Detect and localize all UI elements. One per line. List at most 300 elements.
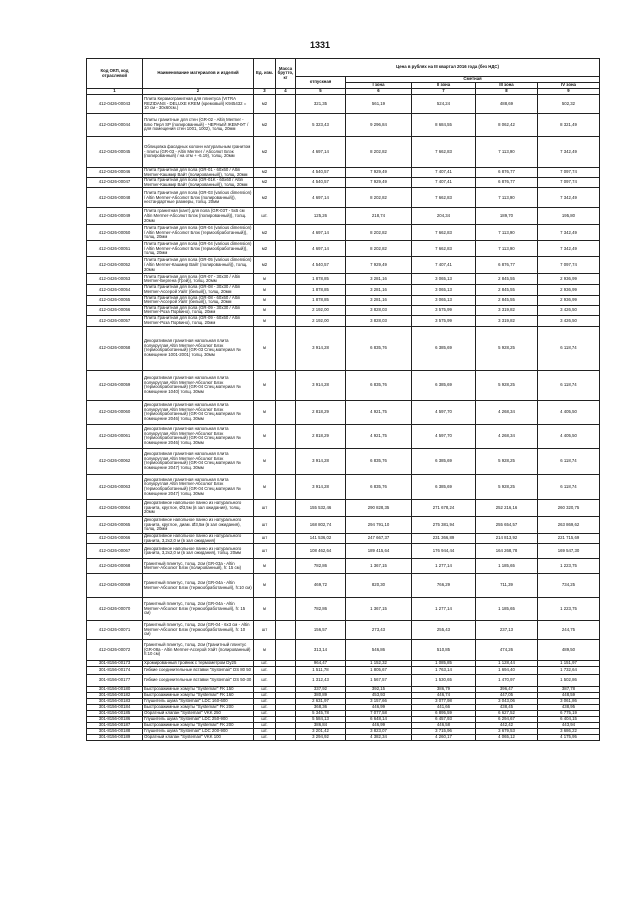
cell-c8: 6 627,52 <box>476 711 538 717</box>
cell-c6: 1 567,57 <box>346 675 412 687</box>
cell-c9: 7 097,74 <box>538 257 600 274</box>
cell-c5: 1 878,85 <box>296 274 346 285</box>
cell-unit: шт. <box>254 705 276 711</box>
cell-c8: 214 813,92 <box>476 533 538 543</box>
cell-unit: м2 <box>254 114 276 137</box>
table-row <box>87 499 600 516</box>
cell-unit: шт. <box>254 667 276 675</box>
cell-c8: 711,39 <box>476 574 538 598</box>
cell-c6: 6 835,76 <box>346 370 412 400</box>
cell-c7: 3 065,13 <box>412 274 476 285</box>
cell-c7: 3 065,13 <box>412 285 476 295</box>
cell-unit: м <box>254 400 276 424</box>
cell-c8: 7 113,90 <box>476 137 538 168</box>
col-num: 4 <box>276 89 296 95</box>
cell-c9: 7 342,49 <box>538 225 600 241</box>
cell-name: Хромированный тройник с термометром Dy25 <box>143 661 254 667</box>
cell-c8: 4 065,12 <box>476 735 538 741</box>
cell-c6: 3 828,03 <box>346 315 412 326</box>
cell-code: 412-0426-00053 <box>87 274 143 285</box>
cell-c8: 5 928,25 <box>476 448 538 474</box>
cell-name: Гранитный плинтус, толщ. 2см (GR-04a - Altin Mermer-Абсолют Блэк (термообработанный), h:10 см) <box>143 574 254 598</box>
cell-c7: 4 597,70 <box>412 424 476 448</box>
cell-c6: 3 281,16 <box>346 295 412 305</box>
cell-c8: 5 928,25 <box>476 326 538 370</box>
cell-unit: шт. <box>254 699 276 705</box>
table-row <box>87 137 600 168</box>
cell-c8: 5 928,25 <box>476 370 538 400</box>
table-body <box>87 95 600 741</box>
cell-c8: 1 185,65 <box>476 598 538 621</box>
col-num: 2 <box>143 89 254 95</box>
cell-unit: м2 <box>254 95 276 114</box>
cell-c6: 3 828,03 <box>346 305 412 315</box>
cell-c5: 2 818,29 <box>296 400 346 424</box>
cell-c5: 1 878,85 <box>296 295 346 305</box>
cell-c7: 386,79 <box>412 687 476 693</box>
cell-unit: м <box>254 370 276 400</box>
cell-c9: 7 097,74 <box>538 168 600 178</box>
table-row <box>87 285 600 295</box>
cell-c7: 7 662,83 <box>412 188 476 208</box>
header-zone-1: I зона <box>346 83 412 89</box>
cell-c6: 3 157,66 <box>346 699 412 705</box>
col-num: 9 <box>538 89 600 95</box>
cell-c8: 237,13 <box>476 621 538 640</box>
cell-name: Гранитный плинтус, толщ. 2см (GR-04 - 6х3 см - Altin Mermer-Абсолют Блэк (термообработанный), h: 10 см) <box>143 621 254 640</box>
cell-c9: 6 118,74 <box>538 370 600 400</box>
cell-c7: 1 085,85 <box>412 661 476 667</box>
cell-mass <box>276 326 296 370</box>
table-row <box>87 241 600 257</box>
cell-name: Декоративное напольное панно из натурального гранита, 3,2х2,0 м (в зал ожидания) <box>143 533 254 543</box>
table-row <box>87 295 600 305</box>
cell-name: Плита Гранитная для пола (GR-08 - 60х60 / Altin Mermer-Ассерой Уайт (белый)), толщ. 20мм <box>143 295 254 305</box>
table-row <box>87 675 600 687</box>
cell-c6: 218,74 <box>346 208 412 225</box>
cell-c9: 221 715,69 <box>538 533 600 543</box>
cell-name: Гранитный плинтус, толщ. 2см (GR-03a - Altin Mermer-Абсолют Блэк (полированный), h: 15 см) <box>143 559 254 574</box>
cell-c7: 3 575,99 <box>412 305 476 315</box>
cell-c9: 6 404,15 <box>538 717 600 723</box>
cell-c5: 168 802,74 <box>296 516 346 533</box>
cell-c6: 392,15 <box>346 687 412 693</box>
cell-c5: 108 462,64 <box>296 544 346 559</box>
cell-c7: 446,74 <box>412 693 476 699</box>
cell-c6: 7 929,49 <box>346 178 412 188</box>
cell-unit: шт <box>254 544 276 559</box>
cell-c8: 252 216,16 <box>476 499 538 516</box>
cell-code: 412-0426-00050 <box>87 225 143 241</box>
cell-mass <box>276 499 296 516</box>
cell-c5: 1 511,78 <box>296 667 346 675</box>
table-row <box>87 225 600 241</box>
cell-mass <box>276 95 296 114</box>
cell-unit: шт <box>254 533 276 543</box>
table-row <box>87 559 600 574</box>
cell-c6: 290 828,35 <box>346 499 412 516</box>
cell-c7: 3 575,99 <box>412 315 476 326</box>
cell-name: Обратный клапан "Systemair" VKK 250 <box>143 711 254 717</box>
cell-c7: 7 662,83 <box>412 241 476 257</box>
cell-c6: 4 921,75 <box>346 424 412 448</box>
cell-code: 412-0426-00047 <box>87 178 143 188</box>
cell-unit: м <box>254 326 276 370</box>
cell-c9: 1 151,97 <box>538 661 600 667</box>
table-row <box>87 474 600 499</box>
cell-c8: 7 113,90 <box>476 188 538 208</box>
cell-c5: 4 540,57 <box>296 168 346 178</box>
cell-c6: 3 823,07 <box>346 729 412 735</box>
cell-name: Декоративная гранитная напольная плита полукруглая Altin Mermer-Абсолют Блэк (термообработанный) (GR-04 Спец.материал № помещение 2047) толщ. 30мм <box>143 474 254 499</box>
cell-name: Глушитель шума "Systemair" LDC 200-900 <box>143 729 254 735</box>
cell-name: Плита Гранитная для пола (GR-05 (various dimension) / Altin Mermer-Кашмир Вайт (полированный)), толщ. 20мм <box>143 257 254 274</box>
cell-code: 412-0426-00061 <box>87 424 143 448</box>
cell-c9: 195,80 <box>538 208 600 225</box>
cell-code: 301-8156-00177 <box>87 675 143 687</box>
cell-c7: 446,58 <box>412 723 476 729</box>
cell-code: 301-8156-00184 <box>87 705 143 711</box>
cell-code: 412-0426-00066 <box>87 533 143 543</box>
cell-code: 412-0426-00067 <box>87 544 143 559</box>
cell-name: Гибкие соединительные вставки "Systemair" DS 80 50 <box>143 667 254 675</box>
cell-name: Гибкие соединительные вставки "Systemair" DS 50-30 <box>143 675 254 687</box>
cell-code: 301-8156-00185 <box>87 711 143 717</box>
cell-c7: 7 407,41 <box>412 257 476 274</box>
cell-mass <box>276 225 296 241</box>
cell-c5: 2 192,00 <box>296 305 346 315</box>
cell-c9: 1 223,75 <box>538 598 600 621</box>
cell-c9: 1 223,75 <box>538 559 600 574</box>
cell-c7: 176 944,44 <box>412 544 476 559</box>
cell-c7: 7 662,83 <box>412 137 476 168</box>
cell-unit: м2 <box>254 188 276 208</box>
cell-unit: м <box>254 448 276 474</box>
table-row <box>87 188 600 208</box>
cell-code: 412-0426-00065 <box>87 516 143 533</box>
cell-name: Плита Гранитная для пола (GR-09 - 60х60 / Altin Mermer-Роза Порвино), толщ. 20мм <box>143 315 254 326</box>
cell-name: Плита Гранитная для пола (GR-04 (various dimension) / Altin Mermer-Абсолют Блэк (термообработанный)), толщ. 20мм <box>143 241 254 257</box>
cell-unit: шт. <box>254 208 276 225</box>
cell-c8: 1 694,40 <box>476 667 538 675</box>
cell-c6: 8 202,82 <box>346 241 412 257</box>
cell-unit: м <box>254 574 276 598</box>
cell-mass <box>276 544 296 559</box>
cell-c8: 1 470,97 <box>476 675 538 687</box>
cell-code: 412-0426-00046 <box>87 168 143 178</box>
cell-c6: 3 281,16 <box>346 285 412 295</box>
cell-c7: 7 407,41 <box>412 178 476 188</box>
table-row <box>87 598 600 621</box>
cell-unit: м2 <box>254 257 276 274</box>
cell-c8: 1 185,65 <box>476 559 538 574</box>
cell-c8: 2 845,55 <box>476 295 538 305</box>
cell-c9: 3 426,50 <box>538 305 600 315</box>
cell-c7: 4 260,17 <box>412 735 476 741</box>
col-num: 1 <box>87 89 143 95</box>
cell-c5: 4 697,14 <box>296 241 346 257</box>
cell-c8: 3 043,06 <box>476 699 538 705</box>
cell-c8: 7 113,90 <box>476 241 538 257</box>
cell-c5: 1 878,85 <box>296 285 346 295</box>
cell-c6: 7 929,49 <box>346 168 412 178</box>
cell-c6: 1 367,15 <box>346 559 412 574</box>
cell-c7: 3 065,13 <box>412 295 476 305</box>
cell-unit: шт. <box>254 735 276 741</box>
cell-code: 412-0426-00055 <box>87 295 143 305</box>
cell-name: Глушитель шума "Systemair" LDC 160-600 <box>143 699 254 705</box>
cell-c6: 4 382,34 <box>346 735 412 741</box>
header-price-group: Цена в рублях на III квартал 2016 года (без НДС) <box>296 59 600 77</box>
cell-unit: м <box>254 315 276 326</box>
header-zone-2: II зона <box>412 83 476 89</box>
cell-c8: 5 928,25 <box>476 474 538 499</box>
cell-unit: шт <box>254 499 276 516</box>
cell-c5: 4 697,14 <box>296 225 346 241</box>
cell-c8: 3 319,82 <box>476 305 538 315</box>
table-row <box>87 424 600 448</box>
cell-name: Быстрозажимные хомуты "Systemair" FK 150 <box>143 687 254 693</box>
table-row <box>87 448 600 474</box>
cell-c6: 6 835,76 <box>346 474 412 499</box>
cell-mass <box>276 315 296 326</box>
cell-mass <box>276 735 296 741</box>
cell-c6: 4 921,75 <box>346 400 412 424</box>
cell-c5: 3 914,28 <box>296 370 346 400</box>
cell-mass <box>276 424 296 448</box>
table-row <box>87 326 600 370</box>
cell-unit: шт. <box>254 661 276 667</box>
cell-code: 412-0426-00058 <box>87 326 143 370</box>
cell-name: Плита Гранитная для пола (GR-03 (various dimension) / Altin Mermer-Абсолют Блэк (полированный)), нестандартные размеры, толщ. 20мм <box>143 188 254 208</box>
cell-code: 412-0426-00044 <box>87 114 143 137</box>
cell-name: Декоративная гранитная напольная плита полукруглая Altin Mermer-Абсолют Блэк (термообработанный) (GR-04 Спец.материал № помещение 2046) толщ. 30мм <box>143 400 254 424</box>
cell-c6: 189 415,64 <box>346 544 412 559</box>
cell-code: 412-0426-00071 <box>87 621 143 640</box>
cell-name: Декоративная гранитная напольная плита полукруглая Altin Mermer-Абсолют Блэк (термообработанный) (GR-04 Спец.материал № помещение 2046) толщ. 30мм <box>143 424 254 448</box>
cell-name: Декоративная гранитная напольная плита полукруглая Altin Mermer-Абсолют Блэк (термообработанный) (GR-04 Спец.материал № помещение 1040) толщ. 30мм <box>143 370 254 400</box>
cell-unit: шт. <box>254 711 276 717</box>
header-unit: Ед. изм. <box>254 59 276 89</box>
cell-c9: 6 118,74 <box>538 326 600 370</box>
table-row <box>87 400 600 424</box>
page-number: 1331 <box>309 40 331 50</box>
cell-unit: м <box>254 295 276 305</box>
cell-c5: 141 536,02 <box>296 533 346 543</box>
cell-c6: 820,30 <box>346 574 412 598</box>
cell-c7: 1 277,14 <box>412 598 476 621</box>
cell-name: Плита Гранитная для пола (GR-04 (various dimension) / Altin Mermer-Абсолют Блэк (термообработанный)), толщ. 20мм <box>143 225 254 241</box>
cell-c5: 1 312,43 <box>296 675 346 687</box>
cell-c7: 7 407,41 <box>412 168 476 178</box>
cell-mass <box>276 667 296 675</box>
cell-c9: 8 321,49 <box>538 114 600 137</box>
cell-mass <box>276 598 296 621</box>
cell-c7: 8 684,55 <box>412 114 476 137</box>
cell-unit: м <box>254 559 276 574</box>
cell-name: Плита Гранитная для пола (GR-09 - 30х30 / Altin Mermer-Роза Порвино), толщ. 20мм <box>143 305 254 315</box>
cell-mass <box>276 400 296 424</box>
cell-c8: 4 268,34 <box>476 424 538 448</box>
cell-c8: 488,69 <box>476 95 538 114</box>
cell-mass <box>276 208 296 225</box>
cell-mass <box>276 274 296 285</box>
cell-mass <box>276 188 296 208</box>
cell-c9: 169 547,30 <box>538 544 600 559</box>
cell-c9: 489,50 <box>538 640 600 661</box>
cell-c8: 8 062,42 <box>476 114 538 137</box>
cell-name: Быстрозажимные хомуты "Systemair" FK 160 <box>143 693 254 699</box>
cell-mass <box>276 295 296 305</box>
cell-c5: 5 584,13 <box>296 717 346 723</box>
cell-c6: 7 077,58 <box>346 711 412 717</box>
cell-c5: 3 914,28 <box>296 326 346 370</box>
cell-c8: 6 876,77 <box>476 257 538 274</box>
cell-c9: 3 426,50 <box>538 315 600 326</box>
cell-c6: 8 202,82 <box>346 188 412 208</box>
cell-code: 301-8156-00186 <box>87 717 143 723</box>
cell-c5: 3 914,28 <box>296 448 346 474</box>
cell-c7: 6 457,93 <box>412 717 476 723</box>
cell-code: 412-0426-00062 <box>87 448 143 474</box>
cell-mass <box>276 285 296 295</box>
cell-code: 301-8156-00182 <box>87 693 143 699</box>
cell-unit: шт <box>254 516 276 533</box>
table-row <box>87 305 600 315</box>
cell-c6: 8 202,82 <box>346 137 412 168</box>
cell-code: 412-0426-00064 <box>87 499 143 516</box>
cell-unit: м <box>254 285 276 295</box>
table-row <box>87 533 600 543</box>
table-row <box>87 667 600 675</box>
cell-unit: м2 <box>254 137 276 168</box>
cell-c7: 6 385,69 <box>412 326 476 370</box>
cell-c6: 294 791,10 <box>346 516 412 533</box>
cell-c7: 1 277,14 <box>412 559 476 574</box>
cell-name: Плита Гранитная для пола (GR-08 - 30х30 / Altin Mermer-Ассерой Уайт (белый)), толщ. 20мм <box>143 285 254 295</box>
cell-unit: м <box>254 305 276 315</box>
cell-unit: шт. <box>254 729 276 735</box>
cell-unit: м <box>254 474 276 499</box>
cell-c8: 255 654,57 <box>476 516 538 533</box>
cell-mass <box>276 168 296 178</box>
cell-c9: 3 061,86 <box>538 699 600 705</box>
col-num: 6 <box>346 89 412 95</box>
cell-c9: 448,59 <box>538 693 600 699</box>
cell-code: 301-8156-00183 <box>87 699 143 705</box>
cell-mass <box>276 448 296 474</box>
col-num: 7 <box>412 89 476 95</box>
cell-c9: 244,75 <box>538 621 600 640</box>
cell-c8: 164 268,78 <box>476 544 538 559</box>
cell-c5: 5 345,78 <box>296 711 346 717</box>
table-row <box>87 257 600 274</box>
cell-c5: 2 818,29 <box>296 424 346 448</box>
cell-c5: 368,36 <box>296 705 346 711</box>
cell-c8: 1 128,44 <box>476 661 538 667</box>
cell-unit: шт. <box>254 717 276 723</box>
cell-name: Облицовка фасадных колонн натуральным гранитом - плиты (GR-03 - Altin Mermer / Абсолют Блэк (полированный) / на отм + -6.19), толщ. 20мм <box>143 137 254 168</box>
header-name: Наименование материалов и изделий <box>143 59 254 89</box>
cell-c8: 438,45 <box>476 705 538 711</box>
cell-name: Декоративное напольное панно из натурального гранита, 3,2х2,0 м (в зал ожидания), толщ. 20мм <box>143 544 254 559</box>
cell-c5: 4 697,14 <box>296 188 346 208</box>
table-row <box>87 114 600 137</box>
cell-name: Гранитный плинтус, толщ. 2см (GR-04a - Altin Mermer-Абсолют Блэк (термообработанный), h: 15 см) <box>143 598 254 621</box>
cell-code: 412-0426-00045 <box>87 137 143 168</box>
cell-c7: 1 530,65 <box>412 675 476 687</box>
cell-c6: 247 667,37 <box>346 533 412 543</box>
cell-c8: 3 679,53 <box>476 729 538 735</box>
cell-c7: 275 381,94 <box>412 516 476 533</box>
cell-c7: 271 678,24 <box>412 499 476 516</box>
cell-c9: 7 097,74 <box>538 178 600 188</box>
cell-code: 301-8156-00188 <box>87 729 143 735</box>
cell-c5: 469,72 <box>296 574 346 598</box>
cell-c9: 6 118,74 <box>538 448 600 474</box>
cell-c5: 125,26 <box>296 208 346 225</box>
table-row <box>87 168 600 178</box>
cell-c6: 6 835,76 <box>346 326 412 370</box>
cell-c9: 7 342,49 <box>538 241 600 257</box>
table-row <box>87 516 600 533</box>
cell-name: Декоративное напольное панно из натурального гранита, круглое, диам. Ø3,5м (в зал ожидания), толщ. 20мм <box>143 516 254 533</box>
cell-name: Быстрозажимные хомуты "Systemair" FK 200 <box>143 705 254 711</box>
cell-c9: 438,95 <box>538 705 600 711</box>
cell-c6: 446,99 <box>346 705 412 711</box>
cell-c5: 4 540,57 <box>296 257 346 274</box>
cell-code: 412-0426-00052 <box>87 257 143 274</box>
col-num: 3 <box>254 89 276 95</box>
cell-unit: м <box>254 598 276 621</box>
cell-c7: 7 662,83 <box>412 225 476 241</box>
cell-c6: 6 648,14 <box>346 717 412 723</box>
cell-name: Плита Гранитная для пола (GR-07 - 30х30 / Altin Mermer-Бергена (Грэй)), толщ. 20мм <box>143 274 254 285</box>
table-row <box>87 274 600 285</box>
cell-name: Декоративное напольное панно из натурального гранита, круглое, Ø3,5м (в зал ожидания), толщ. 20мм <box>143 499 254 516</box>
cell-mass <box>276 621 296 640</box>
table-row <box>87 370 600 400</box>
cell-name: Плита Гранитная для пола (GR-01K - 60х60 / Altin Mermer-Кашмир Вайт (полированный)), толщ. 20мм <box>143 178 254 188</box>
cell-c9: 1 732,64 <box>538 667 600 675</box>
cell-c9: 7 342,49 <box>538 188 600 208</box>
cell-c9: 502,32 <box>538 95 600 114</box>
cell-code: 412-0426-00059 <box>87 370 143 400</box>
cell-c8: 6 876,77 <box>476 168 538 178</box>
cell-c6: 7 929,49 <box>346 257 412 274</box>
cell-c8: 474,26 <box>476 640 538 661</box>
cell-c8: 2 845,55 <box>476 285 538 295</box>
cell-c9: 734,25 <box>538 574 600 598</box>
header-estimated: Сметная <box>346 77 600 83</box>
cell-mass <box>276 241 296 257</box>
cell-c8: 442,42 <box>476 723 538 729</box>
cell-c7: 6 385,69 <box>412 448 476 474</box>
cell-c5: 155 532,46 <box>296 499 346 516</box>
cell-unit: шт. <box>254 693 276 699</box>
cell-c7: 766,29 <box>412 574 476 598</box>
cell-c7: 524,24 <box>412 95 476 114</box>
cell-code: 412-0426-00051 <box>87 241 143 257</box>
cell-c8: 396,47 <box>476 687 538 693</box>
cell-code: 412-0426-00056 <box>87 305 143 315</box>
cell-code: 412-0426-00057 <box>87 315 143 326</box>
cell-code: 412-0426-00043 <box>87 95 143 114</box>
cell-name: Плита гранитная (кант) для пола (GR-03T - 5х5 см Altin Mermer-Абсолют Блэк (полированный)), толщ. 20мм <box>143 208 254 225</box>
cell-c5: 4 540,57 <box>296 178 346 188</box>
cell-mass <box>276 640 296 661</box>
cell-c9: 2 936,99 <box>538 285 600 295</box>
